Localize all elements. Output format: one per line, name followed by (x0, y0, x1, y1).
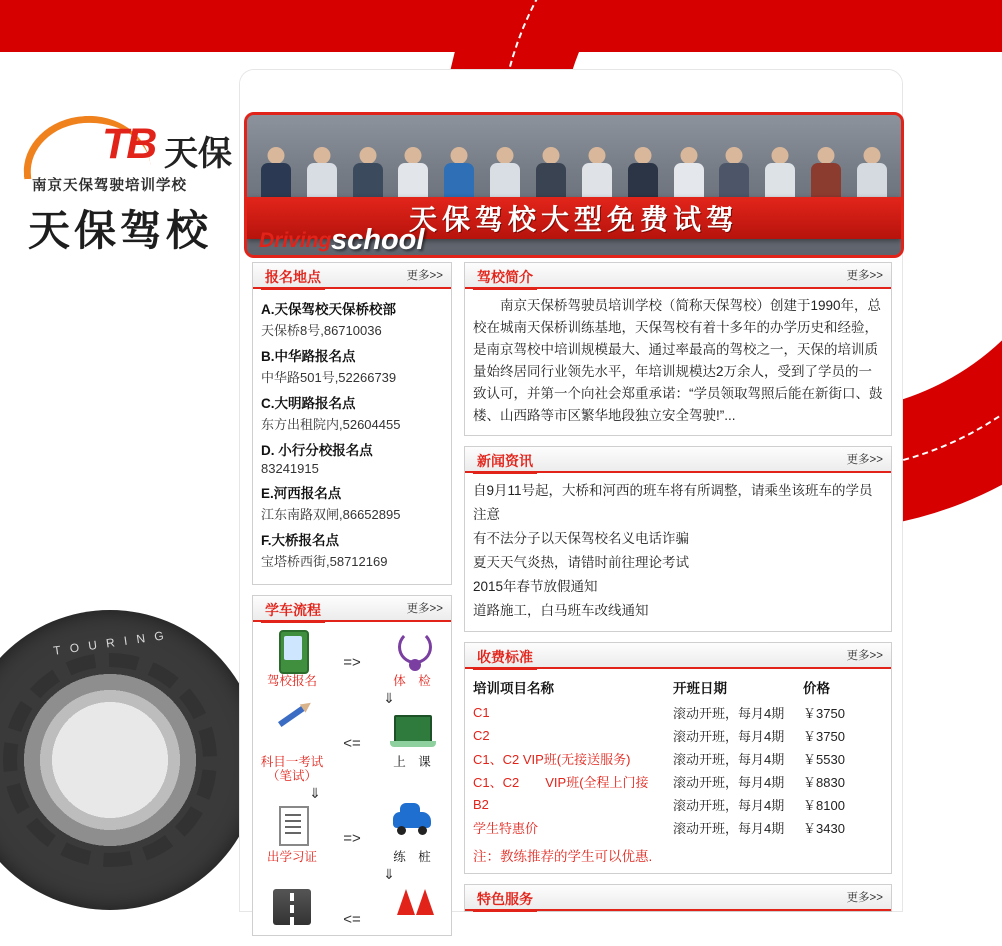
fee-date: 滚动开班，每月4期 (673, 752, 785, 767)
flow-step-label: 驾校报名 (266, 674, 317, 688)
signup-locations-title: 报名地点 (261, 265, 325, 290)
flow-step-label: 体 检 (393, 674, 431, 688)
fee-date: 滚动开班，每月4期 (673, 775, 785, 790)
flow-arrow-right: => (343, 830, 361, 847)
table-row[interactable] (473, 793, 883, 816)
list-item[interactable] (473, 551, 883, 575)
list-item: 江东南路双闸,86652895 (261, 507, 401, 522)
list-item: C.大明路报名点 (261, 396, 356, 411)
special-service-title: 特色服务 (473, 887, 537, 912)
right-column (464, 262, 892, 922)
fee-price: ￥8100 (803, 798, 845, 813)
page-card-top-strip (240, 70, 902, 112)
school-intro-panel (464, 262, 892, 436)
list-item: D. 小行分校报名点 (261, 443, 373, 458)
fee-name: C1、C2 VIP班(无接送服务) (473, 752, 631, 767)
flow-row (255, 804, 449, 864)
table-row[interactable] (473, 816, 883, 839)
fees-table (473, 675, 883, 839)
column-header-price: 价格 (803, 681, 830, 696)
top-red-bar (0, 0, 1002, 52)
column-header-name: 培训项目名称 (473, 681, 554, 696)
flow-step-label: 出学习证 (266, 850, 317, 864)
learning-flow-body (253, 622, 451, 935)
learning-flow-title: 学车流程 (261, 598, 325, 623)
table-header-row (473, 675, 883, 701)
school-intro-text: 南京天保桥驾驶员培训学校（简称天保驾校）创建于1990年，总校在城南天保桥训练基地，天保驾校有着十多年的办学历史和经验，是南京驾校中培训规模最大、通过率最高的驾校之一，天保的培训质量始终居同行业领先水平，年培训规模达2万余人，受到了学员的一致认可，并第一个向社会郑重承诺：“学员领取驾照后能在新街口、鼓楼、山西路等市区繁华地段独立安全驾驶!”... (473, 298, 883, 423)
table-row[interactable] (473, 747, 883, 770)
list-item[interactable] (473, 599, 883, 623)
fee-name: C1、C2 VIP班(全程上门接 (473, 775, 649, 790)
fee-name: B2 (473, 797, 489, 812)
fee-date: 滚动开班，每月4期 (673, 706, 785, 721)
logo-tb-text: TB (102, 120, 156, 168)
pen-icon (269, 709, 315, 753)
cones-icon (389, 885, 435, 929)
hero-banner-photo[interactable] (244, 112, 904, 258)
list-item[interactable] (473, 575, 883, 599)
flow-arrow-right: => (343, 654, 361, 671)
fees-header (465, 643, 891, 669)
fee-name: C2 (473, 728, 490, 743)
car-icon (389, 804, 435, 848)
flow-step-medical[interactable] (375, 628, 449, 688)
news-link[interactable]: 2015年春节放假通知 (473, 579, 598, 594)
news-link[interactable]: 自9月11号起，大桥和河西的班车将有所调整，请乘坐该班车的学员注意 (473, 483, 873, 522)
school-intro-header (465, 263, 891, 289)
signup-locations-panel (252, 262, 452, 585)
column-header-date: 开班日期 (673, 681, 727, 696)
tyre-decoration-image: T O U R I N G (0, 610, 260, 910)
logo-tianbao-text: 天保 (164, 135, 232, 173)
banner-school-text: school (331, 224, 425, 256)
flow-arrow-down-row (255, 690, 449, 707)
fee-price: ￥3430 (803, 821, 845, 836)
news-more-link[interactable]: 更多>> (846, 454, 883, 466)
list-item: 天保桥8号,86710036 (261, 323, 382, 338)
stethoscope-icon (389, 628, 435, 672)
flow-step-class[interactable] (375, 709, 449, 769)
left-column (252, 262, 452, 946)
certificate-icon (269, 804, 315, 848)
banner-banner-text: 天保驾校大型免费试驾 (408, 204, 739, 235)
fees-more-link[interactable]: 更多>> (846, 650, 883, 662)
road-icon (269, 885, 315, 929)
flow-arrow-left: <= (343, 911, 361, 928)
list-item: E.河西报名点 (261, 486, 342, 501)
learning-flow-more-link[interactable]: 更多>> (406, 603, 443, 615)
flow-row (255, 885, 449, 931)
fee-price: ￥3750 (803, 706, 845, 721)
table-row[interactable] (473, 701, 883, 724)
flow-step-permit[interactable] (255, 804, 329, 864)
flow-step-label: 上 课 (393, 755, 431, 769)
flow-arrow-down: ⇓ (383, 690, 395, 706)
news-list (473, 479, 883, 623)
school-intro-more-link[interactable]: 更多>> (846, 270, 883, 282)
flow-step-road[interactable] (255, 885, 329, 931)
special-service-panel (464, 884, 892, 912)
flow-arrow-down: ⇓ (383, 866, 395, 882)
fees-note: 注：教练推荐的学生可以优惠. (473, 849, 653, 864)
flow-row (255, 628, 449, 688)
news-body (465, 473, 891, 631)
list-item: F.大桥报名点 (261, 533, 340, 548)
flow-arrow-down-row (255, 785, 449, 802)
news-link[interactable]: 道路施工，白马班车改线通知 (473, 603, 649, 618)
signup-locations-body (253, 289, 451, 584)
school-intro-title: 驾校简介 (473, 265, 537, 290)
list-item[interactable] (473, 479, 883, 527)
special-service-more-link[interactable]: 更多>> (846, 892, 883, 904)
logo-subtitle: 南京天保驾驶培训学校 (32, 178, 187, 194)
fee-name: 学生特惠价 (473, 821, 539, 836)
phone-icon (269, 628, 315, 672)
list-item: 东方出租院内,52604455 (261, 417, 401, 432)
fees-body (465, 669, 891, 873)
flow-step-practice[interactable] (375, 804, 449, 864)
fees-title: 收费标准 (473, 645, 537, 670)
site-logo[interactable] (14, 110, 238, 254)
news-panel (464, 446, 892, 632)
table-row[interactable] (473, 724, 883, 747)
special-service-header (465, 885, 891, 911)
signup-locations-header (253, 263, 451, 289)
flow-step-label: 练 桩 (393, 850, 431, 864)
flow-step-label: 科目一考试（笔试） (260, 755, 324, 783)
fee-price: ￥8830 (803, 775, 845, 790)
list-item[interactable] (473, 527, 883, 551)
list-item: 中华路501号,52266739 (261, 370, 397, 385)
table-row[interactable] (473, 770, 883, 793)
laptop-icon (389, 709, 435, 753)
fee-date: 滚动开班，每月4期 (673, 729, 785, 744)
flow-arrow-down: ⇓ (309, 785, 321, 801)
fee-price: ￥5530 (803, 752, 845, 767)
list-item: 83241915 (261, 461, 319, 476)
learning-flow-panel (252, 595, 452, 936)
flow-arrow-down-row (255, 866, 449, 883)
fee-date: 滚动开班，每月4期 (673, 821, 785, 836)
fees-panel (464, 642, 892, 874)
list-item: 宝塔桥西街,58712169 (261, 554, 388, 569)
news-link[interactable]: 有不法分子以天保驾校名义电话诈骗 (473, 531, 689, 546)
flow-step-cones[interactable] (375, 885, 449, 931)
school-intro-body (465, 289, 891, 435)
flow-step-theory-exam[interactable] (255, 709, 329, 783)
learning-flow-header (253, 596, 451, 622)
banner-driving-text: Driving (259, 229, 332, 252)
signup-locations-more-link[interactable]: 更多>> (406, 270, 443, 282)
fee-price: ￥3750 (803, 729, 845, 744)
list-item: B.中华路报名点 (261, 349, 356, 364)
logo-main-title: 天保驾校 (28, 207, 213, 254)
fee-date: 滚动开班，每月4期 (673, 798, 785, 813)
flow-row (255, 709, 449, 783)
flow-step-signup[interactable] (255, 628, 329, 688)
flow-arrow-left: <= (343, 735, 361, 752)
fee-name: C1 (473, 705, 490, 720)
news-header (465, 447, 891, 473)
news-link[interactable]: 夏天天气炎热，请错时前往理论考试 (473, 555, 689, 570)
news-title: 新闻资讯 (473, 449, 537, 474)
list-item: A.天保驾校天保桥校部 (261, 302, 396, 317)
